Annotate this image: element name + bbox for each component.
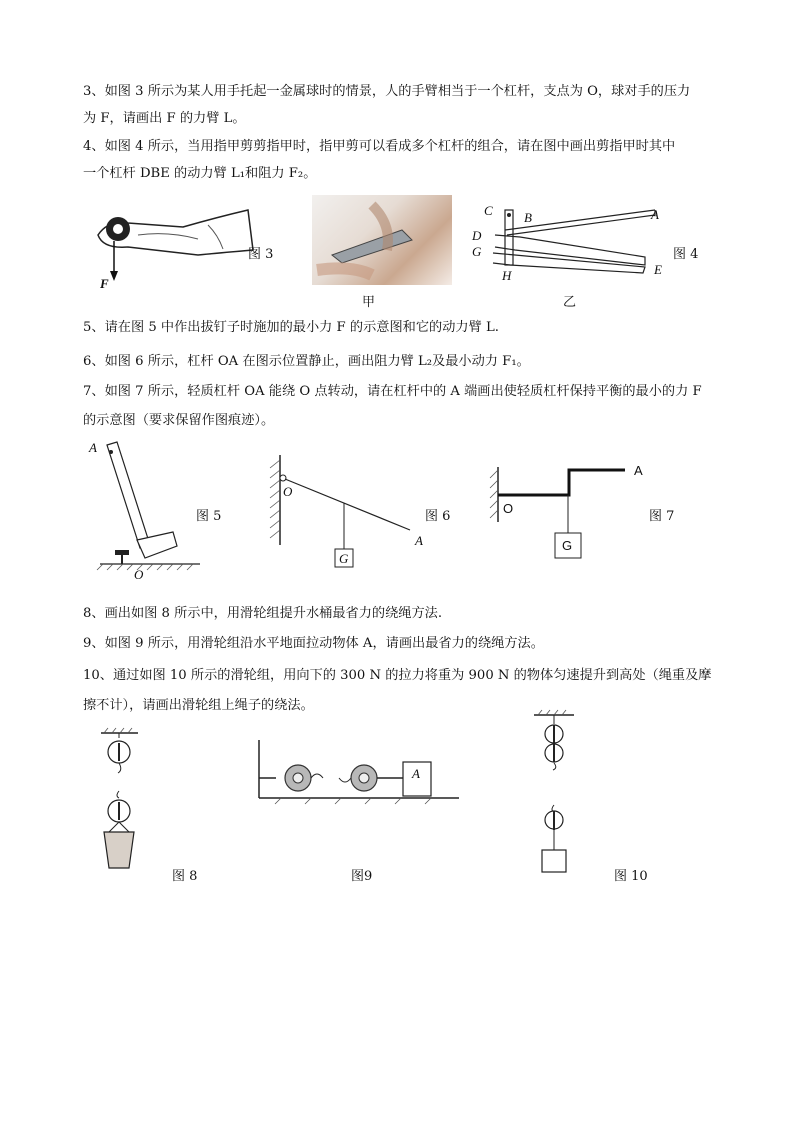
q7-line1: 7、如图 7 所示，轻质杠杆 OA 能绕 O 点转动，请在杠杆中的 A 端画出使轻质杠杆保持平衡的最小的力 F — [83, 384, 702, 399]
fig4-point-B: B — [524, 210, 532, 225]
fig4-photo-nail-clipper — [312, 195, 452, 285]
fig5-point-O: O — [134, 567, 144, 582]
fig4-sub-a: 甲 — [362, 295, 376, 310]
fig4-point-C: C — [484, 203, 493, 218]
fig6-caption: 图 6 — [425, 509, 451, 524]
fig10-caption: 图 10 — [614, 869, 648, 884]
fig3-arm-drawing — [88, 205, 258, 285]
q3-line2: 为 F，请画出 F 的力臂 L。 — [83, 111, 246, 126]
q10-line1: 10、通过如图 10 所示的滑轮组，用向下的 300 N 的拉力将重为 900 N 的物体匀速提升到高处（绳重及摩 — [83, 668, 712, 683]
fig3-force-label: F — [100, 276, 109, 291]
fig5-point-A: A — [89, 440, 97, 455]
fig9-caption: 图9 — [351, 869, 373, 884]
fig7-caption: 图 7 — [649, 509, 675, 524]
fig9-block-A: A — [412, 766, 420, 781]
fig4-point-D: D — [472, 228, 482, 243]
fig10-pulley-drawing — [530, 710, 580, 875]
fig5-hammer-drawing — [95, 440, 205, 580]
fig8-pulley-drawing — [96, 728, 146, 878]
fig8-caption: 图 8 — [172, 869, 198, 884]
fig4-caption: 图 4 — [673, 247, 699, 262]
fig4-point-G: G — [472, 244, 482, 259]
fig7-weight-G: G — [562, 538, 573, 553]
fig4-point-H: H — [502, 268, 512, 283]
q7-line2: 的示意图（要求保留作图痕迹）。 — [83, 413, 275, 428]
q10-line2: 擦不计），请画出滑轮组上绳子的绕法。 — [83, 698, 314, 713]
fig3-caption: 图 3 — [248, 247, 274, 262]
fig6-point-A: A — [415, 533, 423, 548]
fig4-sub-b: 乙 — [563, 295, 577, 310]
q3-line1: 3、如图 3 所示为某人用手托起一金属球时的情景，人的手臂相当于一个杠杆，支点为 O，球对手的压力 — [83, 84, 691, 99]
fig7-point-A: A — [634, 463, 643, 478]
fig6-weight-G: G — [339, 551, 349, 566]
fig5-caption: 图 5 — [196, 509, 222, 524]
q4-line1: 4、如图 4 所示，当用指甲剪剪指甲时，指甲剪可以看成多个杠杆的组合，请在图中画出剪指甲时其中 — [83, 139, 676, 154]
q4-line2: 一个杠杆 DBE 的动力臂 L₁和阻力 F₂。 — [83, 166, 317, 181]
q8-line1: 8、画出如图 8 所示中，用滑轮组提升水桶最省力的绕绳方法. — [83, 606, 443, 621]
q5-line1: 5、请在图 5 中作出拔钉子时施加的最小力 F 的示意图和它的动力臂 L. — [83, 320, 499, 335]
fig4-point-E: E — [654, 262, 662, 277]
fig9-pulley-drawing — [251, 740, 461, 805]
fig6-point-O: O — [283, 484, 293, 499]
fig4-point-A: A — [651, 207, 659, 222]
fig7-point-O: O — [503, 501, 514, 516]
fig4-clipper-diagram — [485, 205, 665, 280]
q6-line1: 6、如图 6 所示，杠杆 OA 在图示位置静止，画出阻力臂 L₂及最小动力 F₁。 — [83, 354, 530, 369]
q9-line1: 9、如图 9 所示，用滑轮组沿水平地面拉动物体 A，请画出最省力的绕绳方法。 — [83, 636, 544, 651]
